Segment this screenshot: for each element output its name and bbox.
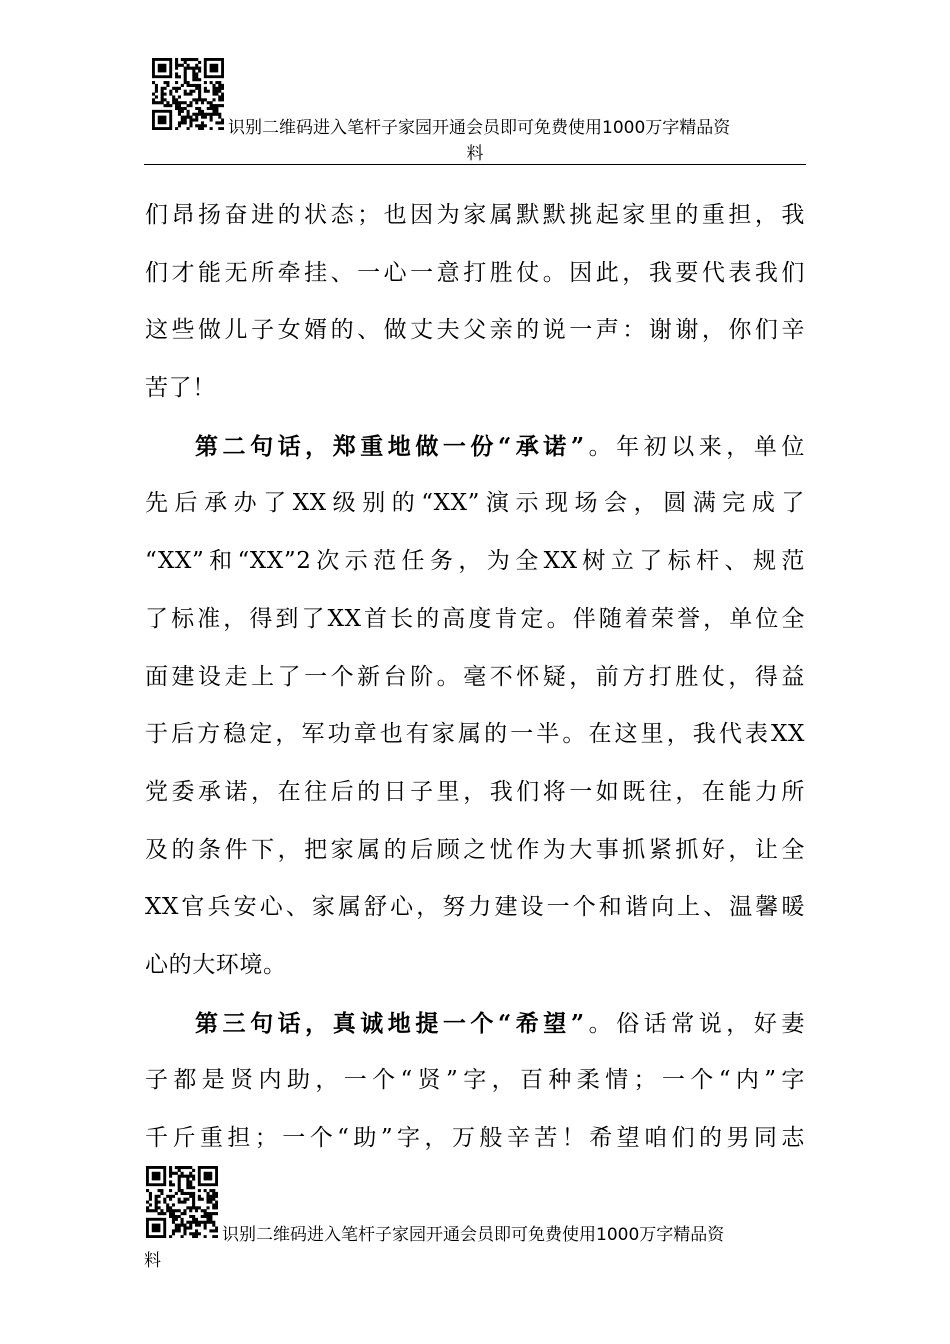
body-line: 千斤重担；一个“助”字，万般辛苦！希望咱们的男同志 <box>145 1125 805 1151</box>
body-line: “XX”和“XX”2次示范任务，为全XX树立了标杆、规范 <box>145 548 805 575</box>
paragraph-heading: 第二句话，郑重地做一份“承诺” <box>195 432 585 460</box>
footer-promo-text-continued: 料 <box>144 1251 161 1271</box>
body-line: 于后方稳定，军功章也有家属的一半。在这里，我代表XX <box>145 721 805 748</box>
footer-qr-code-icon <box>146 1166 218 1238</box>
body-line: 子都是贤内助，一个“贤”字，百种柔情；一个“内”字 <box>145 1067 805 1094</box>
paragraph-heading: 第三句话，真诚地提一个“希望” <box>195 1009 585 1037</box>
body-line: 苦了！ <box>145 375 216 402</box>
paragraph-heading-line: 第三句话，真诚地提一个“希望”。俗话常说，好妻 <box>195 1009 805 1037</box>
header-divider <box>144 164 806 165</box>
body-line: 面建设走上了一个新台阶。毫不怀疑，前方打胜仗，得益 <box>145 663 805 690</box>
footer-promo-text: 识别二维码进入笔杆子家园开通会员即可免费使用1000万字精品资 <box>222 1225 725 1245</box>
body-line: 们昂扬奋进的状态；也因为家属默默挑起家里的重担，我 <box>145 202 805 228</box>
body-line: XX官兵安心、家属舒心，努力建设一个和谐向上、温馨暖 <box>145 894 805 921</box>
body-line: 及的条件下，把家属的后顾之忧作为大事抓紧抓好，让全 <box>145 836 805 863</box>
body-line: 心的大环境。 <box>145 951 287 978</box>
body-line: 们才能无所牵挂、一心一意打胜仗。因此，我要代表我们 <box>145 259 805 286</box>
body-line: 了标准，得到了XX首长的高度肯定。伴随着荣誉，单位全 <box>145 605 805 632</box>
body-line: 先后承办了XX级别的“XX”演示现场会，圆满完成了 <box>145 490 805 517</box>
header-qr-code-icon <box>152 58 224 130</box>
body-line: 党委承诺，在往后的日子里，我们将一如既往，在能力所 <box>145 778 805 805</box>
paragraph-heading-line: 第二句话，郑重地做一份“承诺”。年初以来，单位 <box>195 432 805 460</box>
header-promo-text-continued: 料 <box>466 144 484 164</box>
body-line: 这些做儿子女婿的、做丈夫父亲的说一声：谢谢，你们辛 <box>145 317 805 344</box>
header-promo-text: 识别二维码进入笔杆子家园开通会员即可免费使用1000万字精品资 <box>228 118 731 138</box>
document-body <box>145 187 805 1168</box>
